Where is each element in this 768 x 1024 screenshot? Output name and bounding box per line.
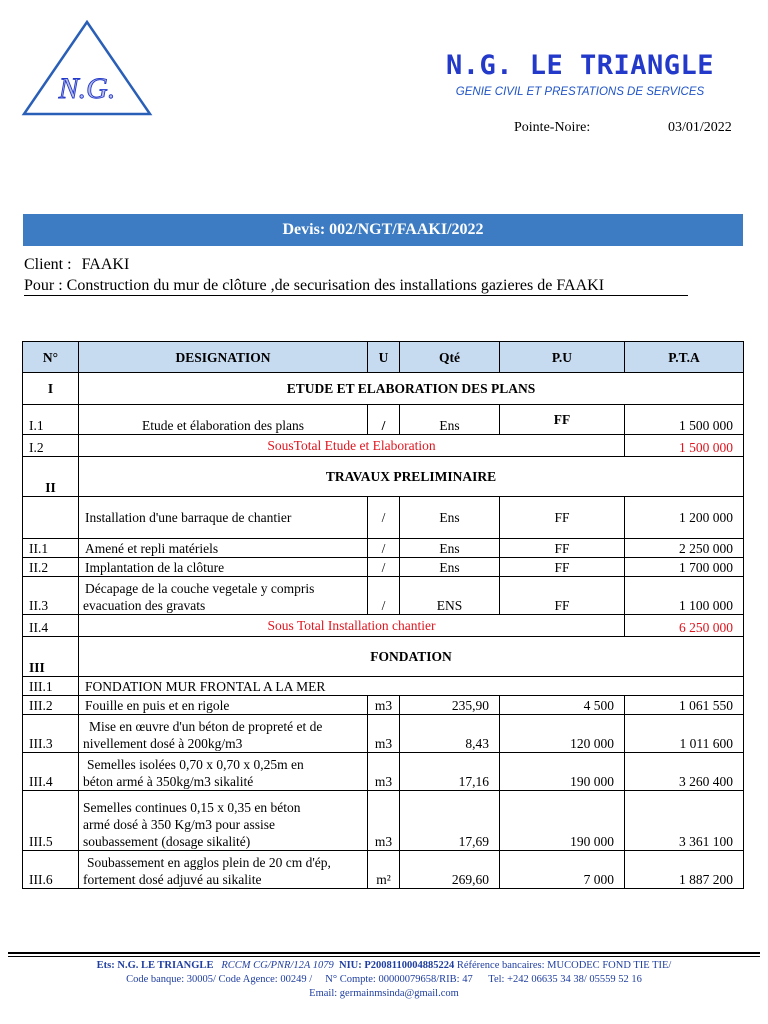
row-unit-price: FF <box>500 539 625 558</box>
row-unit-price: FF <box>500 405 625 435</box>
table-row <box>23 851 744 889</box>
table-row <box>23 791 744 851</box>
row-designation-line: armé dosé à 350 Kg/m3 pour assise <box>83 817 275 832</box>
section-row <box>23 373 744 405</box>
header-unit-price: P.U <box>500 342 625 373</box>
row-qty: 17,69 <box>400 791 500 851</box>
row-qty: 8,43 <box>400 715 500 753</box>
table-row <box>23 405 744 435</box>
row-designation <box>79 791 368 851</box>
row-designation-line: soubassement (dosage sikalité) <box>83 834 251 849</box>
row-num: II.2 <box>23 558 79 577</box>
row-num: II.3 <box>23 577 79 615</box>
table-row <box>23 696 744 715</box>
table-row <box>23 715 744 753</box>
row-total: 3 260 400 <box>625 753 744 791</box>
section-title: TRAVAUX PRELIMINAIRE <box>79 457 744 497</box>
section-row <box>23 637 744 677</box>
row-qty: Ens <box>400 497 500 539</box>
row-qty: Ens <box>400 405 500 435</box>
client-line <box>24 256 129 274</box>
row-unit-price: 190 000 <box>500 753 625 791</box>
row-designation-line: evacuation des gravats <box>83 598 206 613</box>
row-total: 1 200 000 <box>625 497 744 539</box>
subtotal-value: 6 250 000 <box>625 615 744 637</box>
row-designation <box>79 577 368 615</box>
footer-niu: P2008110004885224 <box>364 960 455 971</box>
section-num: II <box>23 457 79 497</box>
subtotal-row <box>23 435 744 457</box>
client-label: Client : <box>24 256 72 273</box>
header-num: N° <box>23 342 79 373</box>
subtotal-label: SousTotal Etude et Elaboration <box>79 435 625 457</box>
row-total: 1 011 600 <box>625 715 744 753</box>
row-qty: ENS <box>400 577 500 615</box>
row-designation-line: nivellement dosé à 200kg/m3 <box>83 736 243 751</box>
table-row <box>23 497 744 539</box>
row-unit: m3 <box>368 791 400 851</box>
row-num: III.3 <box>23 715 79 753</box>
section-row <box>23 457 744 497</box>
row-total: 1 500 000 <box>625 405 744 435</box>
client-name: FAAKI <box>81 256 130 273</box>
footer-bank-ref: Référence bancaires: MUCODEC FOND TIE TIE/ <box>456 960 672 971</box>
subtotal-value: 1 500 000 <box>625 435 744 457</box>
row-num: III.5 <box>23 791 79 851</box>
row-total: 1 061 550 <box>625 696 744 715</box>
header-total: P.T.A <box>625 342 744 373</box>
table-row <box>23 558 744 577</box>
footer-bank-code: Code banque: 30005/ Code Agence: 00249 / <box>126 974 313 985</box>
section-title: ETUDE ET ELABORATION DES PLANS <box>79 373 744 405</box>
row-num: I.1 <box>23 405 79 435</box>
row-qty: 17,16 <box>400 753 500 791</box>
row-num: III.1 <box>23 677 79 696</box>
row-designation-line: béton armé à 350kg/m3 sikalité <box>83 774 254 789</box>
row-designation: FONDATION MUR FRONTAL A LA MER <box>79 677 744 696</box>
row-designation-line: Décapage de la couche vegetale y compris <box>85 581 315 596</box>
subtotal-row <box>23 615 744 637</box>
row-num: III.2 <box>23 696 79 715</box>
row-designation <box>79 715 368 753</box>
quote-number: Devis: 002/NGT/FAAKI/2022 <box>282 221 484 238</box>
row-unit: m3 <box>368 696 400 715</box>
row-total: 2 250 000 <box>625 539 744 558</box>
footer-phone: Tel: +242 06635 34 38/ 05559 52 16 <box>488 974 642 985</box>
row-unit: / <box>368 497 400 539</box>
footer-account: N° Compte: 00000079658/RIB: 47 <box>325 974 473 985</box>
row-total: 1 887 200 <box>625 851 744 889</box>
footer-niu-label: NIU: <box>338 960 362 971</box>
footer-company-line <box>0 960 768 971</box>
table-row <box>23 753 744 791</box>
company-tagline: GENIE CIVIL ET PRESTATIONS DE SERVICES <box>455 86 705 98</box>
row-unit-price: 4 500 <box>500 696 625 715</box>
footer-rccm: RCCM CG/PNR/12A 1079 <box>221 960 334 971</box>
row-designation: Fouille en puis et en rigole <box>79 696 368 715</box>
footer-company: Ets: N.G. LE TRIANGLE <box>96 960 214 971</box>
row-unit-price: FF <box>500 558 625 577</box>
row-unit-price: 120 000 <box>500 715 625 753</box>
row-num: III.6 <box>23 851 79 889</box>
footer-email: Email: germainmsinda@gmail.com <box>309 988 459 999</box>
row-qty: 269,60 <box>400 851 500 889</box>
table-row <box>23 577 744 615</box>
row-unit: / <box>368 558 400 577</box>
row-unit: m3 <box>368 753 400 791</box>
row-unit: / <box>368 405 400 435</box>
row-designation-line: fortement dosé adjuvé au sikalite <box>83 872 262 887</box>
row-designation-line: Semelles isolées 0,70 x 0,70 x 0,25m en <box>87 757 304 772</box>
quote-table <box>22 341 744 889</box>
row-num: III.4 <box>23 753 79 791</box>
section-num: III <box>23 637 79 677</box>
row-qty: 235,90 <box>400 696 500 715</box>
header-unit: U <box>368 342 400 373</box>
row-num: II.4 <box>23 615 79 637</box>
quote-number-banner <box>23 214 743 246</box>
row-unit: m² <box>368 851 400 889</box>
header-designation: DESIGNATION <box>79 342 368 373</box>
row-unit-price: 7 000 <box>500 851 625 889</box>
purpose-underline <box>24 295 688 296</box>
section-title: FONDATION <box>79 637 744 677</box>
row-designation-line: Semelles continues 0,15 x 0,35 en béton <box>83 800 301 815</box>
row-designation-line: Soubassement en agglos plein de 20 cm d'ép, <box>87 855 331 870</box>
table-header-row <box>23 342 744 373</box>
row-num: II.1 <box>23 539 79 558</box>
row-designation: Installation d'une barraque de chantier <box>79 497 368 539</box>
row-qty: Ens <box>400 558 500 577</box>
logo-text: N.G. <box>58 72 116 105</box>
row-designation: Implantation de la clôture <box>79 558 368 577</box>
row-qty: Ens <box>400 539 500 558</box>
table-row <box>23 677 744 696</box>
footer-rule <box>8 956 760 957</box>
document-date: 03/01/2022 <box>668 120 732 135</box>
row-designation <box>79 753 368 791</box>
footer-bank-line <box>0 974 768 985</box>
table-row <box>23 539 744 558</box>
footer-rule <box>8 952 760 954</box>
row-total: 1 700 000 <box>625 558 744 577</box>
row-designation: Amené et repli matériels <box>79 539 368 558</box>
row-designation-line: Mise en œuvre d'un béton de propreté et de <box>89 719 323 734</box>
subtotal-label: Sous Total Installation chantier <box>79 615 625 637</box>
row-total: 1 100 000 <box>625 577 744 615</box>
company-logo <box>20 18 154 120</box>
row-designation <box>79 851 368 889</box>
header-qty: Qté <box>400 342 500 373</box>
row-designation: Etude et élaboration des plans <box>79 405 368 435</box>
purpose-line: Pour : Construction du mur de clôture ,de securisation des installations gazieres de FAAKI <box>24 277 605 294</box>
section-num: I <box>23 373 79 405</box>
row-unit-price: FF <box>500 577 625 615</box>
company-name: N.G. LE TRIANGLE <box>445 50 715 81</box>
document-place: Pointe-Noire: <box>514 120 591 135</box>
row-unit-price: 190 000 <box>500 791 625 851</box>
row-unit: / <box>368 539 400 558</box>
row-total: 3 361 100 <box>625 791 744 851</box>
row-unit-price: FF <box>500 497 625 539</box>
row-num: I.2 <box>23 435 79 457</box>
row-unit: / <box>368 577 400 615</box>
row-num <box>23 497 79 539</box>
row-unit: m3 <box>368 715 400 753</box>
